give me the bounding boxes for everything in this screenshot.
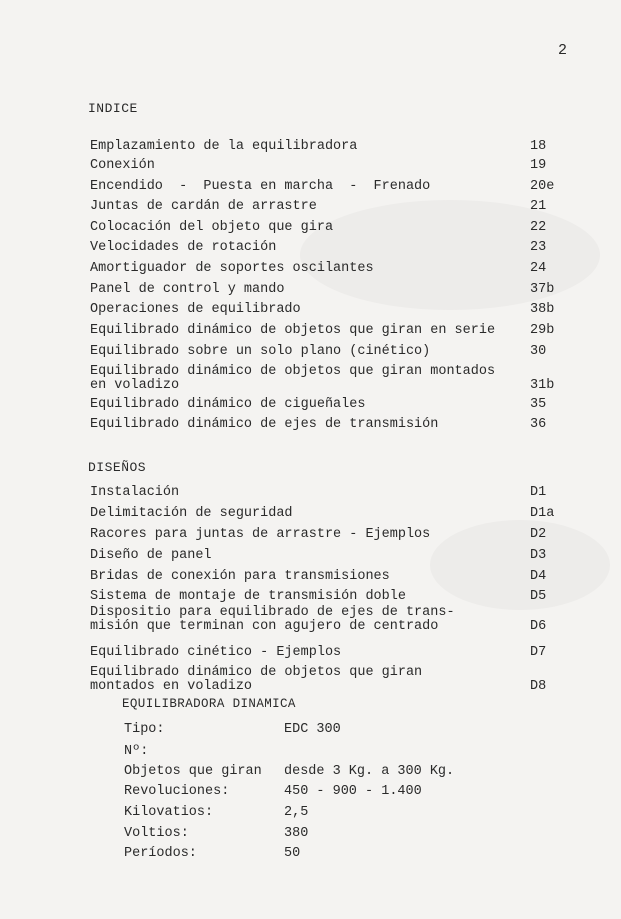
spec-value: 50: [284, 846, 301, 861]
toc-entry-title: Equilibrado cinético - Ejemplos: [90, 645, 342, 660]
toc-entry-title: Equilibrado dinámico de objetos que giran montados en voladizo: [90, 364, 496, 393]
toc-entry-page: D4: [530, 569, 547, 584]
toc-entry-page: 22: [530, 220, 547, 235]
toc-entry-page: 29b: [530, 323, 555, 338]
spec-value: EDC 300: [284, 722, 341, 737]
toc-entry-title: Colocación del objeto que gira: [90, 220, 334, 235]
toc-entry-title: Instalación: [90, 485, 180, 500]
toc-entry-page: D1a: [530, 506, 555, 521]
toc-entry-page: 23: [530, 240, 547, 255]
toc-entry-title: Emplazamiento de la equilibradora: [90, 139, 358, 154]
toc-entry-title: Dispositio para equilibrado de ejes de trans- misión que terminan con agujero de centrado: [90, 605, 455, 634]
toc-entry-page: 18: [530, 139, 547, 154]
spec-label: Períodos:: [124, 846, 197, 861]
toc-entry-page: 36: [530, 417, 547, 432]
spec-label: Voltios:: [124, 826, 189, 841]
spec-label: Kilovatios:: [124, 805, 214, 820]
toc-entry-title: Diseño de panel: [90, 548, 212, 563]
toc-entry-title: Sistema de montaje de transmisión doble: [90, 589, 406, 604]
toc-entry-title: Equilibrado dinámico de ejes de transmisión: [90, 417, 439, 432]
machine-title: EQUILIBRADORA DINAMICA: [122, 697, 296, 711]
toc-entry-title: Velocidades de rotación: [90, 240, 277, 255]
toc-entry-title: Bridas de conexión para transmisiones: [90, 569, 390, 584]
index-heading: INDICE: [88, 101, 138, 116]
toc-entry-page: D5: [530, 589, 547, 604]
toc-entry-title: Conexión: [90, 158, 155, 173]
toc-entry-page: D6: [530, 619, 547, 634]
spec-label: Nº:: [124, 744, 149, 759]
spec-value: 450 - 900 - 1.400: [284, 784, 422, 799]
toc-entry-title: Equilibrado sobre un solo plano (cinético): [90, 344, 431, 359]
spec-value: 2,5: [284, 805, 309, 820]
toc-entry-page: 37b: [530, 282, 555, 297]
spec-value: 380: [284, 826, 309, 841]
toc-entry-title: Encendido - Puesta en marcha - Frenado: [90, 179, 431, 194]
toc-entry-title: Operaciones de equilibrado: [90, 302, 301, 317]
spec-label: Tipo:: [124, 722, 165, 737]
toc-entry-title: Juntas de cardán de arrastre: [90, 199, 317, 214]
toc-entry-title: Equilibrado dinámico de objetos que giran montados en voladizo: [90, 665, 423, 694]
toc-entry-title: Equilibrado dinámico de cigueñales: [90, 397, 366, 412]
toc-entry-page: 20e: [530, 179, 555, 194]
toc-entry-page: 19: [530, 158, 547, 173]
toc-entry-page: 21: [530, 199, 547, 214]
toc-entry-title: Equilibrado dinámico de objetos que giran en serie: [90, 323, 496, 338]
toc-entry-page: 24: [530, 261, 547, 276]
spec-label: Revoluciones:: [124, 784, 230, 799]
toc-entry-page: 38b: [530, 302, 555, 317]
paper-stain: [300, 200, 600, 310]
toc-entry-page: D2: [530, 527, 547, 542]
toc-entry-page: 35: [530, 397, 547, 412]
toc-entry-title: Amortiguador de soportes oscilantes: [90, 261, 374, 276]
toc-entry-title: Delimitación de seguridad: [90, 506, 293, 521]
toc-entry-title: Panel de control y mando: [90, 282, 285, 297]
page-number: 2: [558, 42, 568, 59]
toc-entry-page: D3: [530, 548, 547, 563]
spec-label: Objetos que giran: [124, 764, 262, 779]
toc-entry-title: Racores para juntas de arrastre - Ejemplos: [90, 527, 431, 542]
toc-entry-page: D1: [530, 485, 547, 500]
toc-entry-page: D8: [530, 679, 547, 694]
paper-stain: [430, 520, 610, 610]
spec-value: desde 3 Kg. a 300 Kg.: [284, 764, 455, 779]
designs-heading: DISEÑOS: [88, 460, 147, 475]
toc-entry-page: D7: [530, 645, 547, 660]
toc-entry-page: 30: [530, 344, 547, 359]
toc-entry-page: 31b: [530, 378, 555, 393]
